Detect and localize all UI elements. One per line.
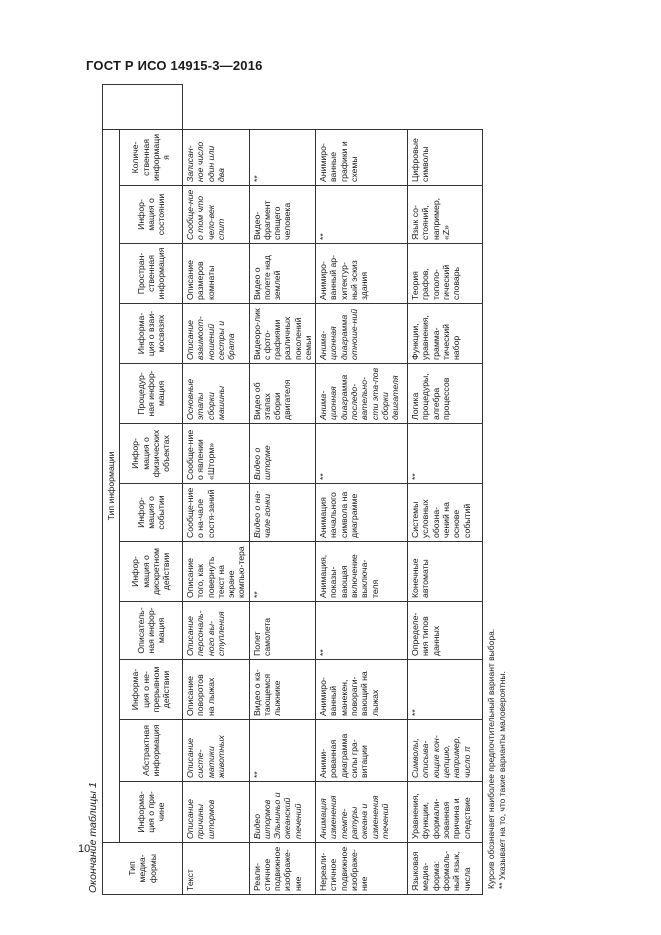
document-header: ГОСТ Р ИСО 14915-3—2016 <box>86 58 263 73</box>
row-type: Языковая медиа-форма: формаль-ный язык, числа <box>408 843 483 895</box>
table-cell: Описание поворотов на лыжах <box>183 660 250 720</box>
table-cell: Анима-ционная диаграмма последо-вательно-сти эта-пов сборки двигателя <box>316 364 408 424</box>
table-row <box>316 84 408 894</box>
row-type: Текст <box>183 843 250 895</box>
table-cell: Описание размеров комнаты <box>183 244 250 304</box>
table-cell: Видео-фрагмент спящего человека <box>249 186 316 244</box>
table-cell: Сообще-ние о явлении «Шторм» <box>183 424 250 484</box>
table-notes <box>483 105 507 895</box>
table-cell: Видео штормов Эльниньо и океанский течений <box>249 782 316 843</box>
table-cell: Анимация начального символа на диаграмме <box>316 484 408 542</box>
note-italic-meaning: Курсив обозначает наиболее предпочтительный вариант выбора. <box>486 628 497 889</box>
table-cell: Описание персональ-ного вы-ступления <box>183 602 250 660</box>
table-cell: Конечные автоматы <box>408 542 483 602</box>
media-info-table <box>102 84 483 895</box>
table-cell: Анимация изменения темпе-ратуры океана и изменения течений <box>316 782 408 843</box>
table-row <box>183 84 250 894</box>
col-header-4: Описатель-ная инфор-мация <box>120 602 183 660</box>
col-header-5: Инфор-мация о дискретном действии <box>120 542 183 602</box>
col-header-10: Простран-ственная информация <box>120 244 183 304</box>
col-header-8: Процедур-ная инфор-мация <box>120 364 183 424</box>
row-type: Реали-стичное подвижное изображе-ние <box>249 843 316 895</box>
table-cell: ** <box>316 424 408 484</box>
table-cell: Видео об этапах сборки двигателя <box>249 364 316 424</box>
blank-column <box>103 84 183 129</box>
table-cell: ** <box>316 602 408 660</box>
table-cell: ** <box>408 424 483 484</box>
table-cell: Уравнения, функции, формали-зованная причина и следствие <box>408 782 483 843</box>
table-cell: Анимиро-ванные графики и схемы <box>316 129 408 185</box>
group-header: Тип информации <box>103 129 120 842</box>
table-cell: Анимация, показы-вающая включение выключа-теля <box>316 542 408 602</box>
table-cell: Описание систе-матики животных <box>183 720 250 782</box>
table-cell: Язык со-стояний, например, «Z» <box>408 186 483 244</box>
table-cell: Полет самолета <box>249 602 316 660</box>
col-header-2: Абстрактная информация <box>120 720 183 782</box>
table-cell: Видео о ка-тающемся лыжнике <box>249 660 316 720</box>
col-header-11: Инфор-мация о состоянии <box>120 186 183 244</box>
table-cell: Записан-ное число один или два <box>183 129 250 185</box>
table-cell: Сообще-ние о на-чале состя-заний <box>183 484 250 542</box>
rotated-table-block <box>85 105 507 895</box>
table-cell: Функции, уравнения, грамма-тический набор <box>408 304 483 364</box>
table-row <box>249 84 316 894</box>
col-header-12: Количе-ственная информация <box>120 129 183 185</box>
table-cell: Анима-ционная диаграмма отноше-ний <box>316 304 408 364</box>
note-unlikely-meaning: ** Указывает на то, что такие варианты маловероятны. <box>496 671 507 889</box>
table-cell: ** <box>249 720 316 782</box>
table-cell: Символы, описыва-ющие кон-цепцию, например, число π <box>408 720 483 782</box>
page-number: 10 <box>78 843 91 855</box>
table-caption: Окончание таблицы 1 <box>87 782 99 893</box>
col-header-9: Информа-ция о взаи-мосвязях <box>120 304 183 364</box>
row-type: Нереали-стичное подвижное изображе-ние <box>316 843 408 895</box>
col-header-6: Инфор-мация о событии <box>120 484 183 542</box>
col-header-7: Инфор-мация о физических объектах <box>120 424 183 484</box>
col-header-0: Тип медиа-формы <box>103 843 183 895</box>
table-cell: Сообще-ние о том что чело-век спит <box>183 186 250 244</box>
table-cell: ** <box>249 542 316 602</box>
table-cell: Видеоро-лик с фото-графиями различных поколений семьи <box>249 304 316 364</box>
table-cell: ** <box>316 186 408 244</box>
table-cell: Цифровые символы <box>408 129 483 185</box>
table-cell: Анимиро-ванный манекен, повораги-вающий на лыжах <box>316 660 408 720</box>
table-cell: Системы условных обозна-чений на основе событий <box>408 484 483 542</box>
table-cell: Видео о полете над землей <box>249 244 316 304</box>
table-cell: ** <box>249 129 316 185</box>
table-cell: Описание причины штормов <box>183 782 250 843</box>
table-cell: Анимиро-ванный ар-хитектур-ный эскиз здания <box>316 244 408 304</box>
table-cell: Определе-ния типов данных <box>408 602 483 660</box>
table-cell: Основные этапы сборки машины <box>183 364 250 424</box>
col-header-1: Информа-ция о при-чине <box>120 782 183 843</box>
table-cell: Видео о на-чале гонки <box>249 484 316 542</box>
table-cell: Аними-рованная диаграмма силы гра-витации <box>316 720 408 782</box>
col-header-3: Информа-ция о не-прерывном действии <box>120 660 183 720</box>
table-cell: Теория графов, тополо-гический словарь <box>408 244 483 304</box>
table-cell: Видео о шторме <box>249 424 316 484</box>
table-row <box>408 84 483 894</box>
table-cell: ** <box>408 660 483 720</box>
table-cell: Логика процедуры, алгебра процессов <box>408 364 483 424</box>
table-cell: Описание взаимоот-ношений сестры и брата <box>183 304 250 364</box>
table-cell: Описание того, как повернуть текст на экране компью-тера <box>183 542 250 602</box>
